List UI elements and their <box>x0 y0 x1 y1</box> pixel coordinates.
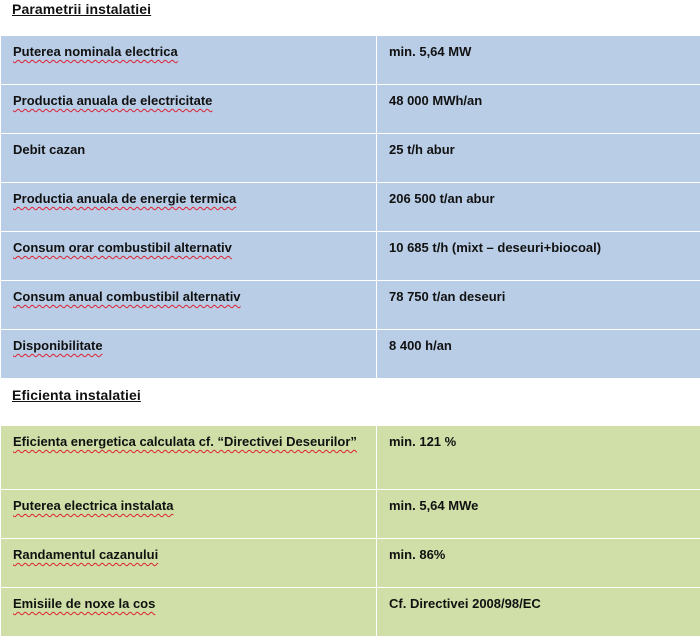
row-label-text: Puterea electrica instalata <box>13 496 173 516</box>
row-label-text: Emisiile de noxe la cos <box>13 594 155 614</box>
row-value <box>377 330 700 379</box>
row-value-text: min. 86% <box>389 547 445 562</box>
row-label <box>1 134 377 183</box>
table-row <box>1 539 700 588</box>
table-row <box>1 232 700 281</box>
row-label <box>1 539 377 588</box>
row-value <box>377 426 700 490</box>
section-title-parametrii: Parametrii instalatiei <box>12 1 151 17</box>
row-value-text: 78 750 t/an deseuri <box>389 289 505 304</box>
section-title-eficienta: Eficienta instalatiei <box>12 387 141 403</box>
row-value <box>377 539 700 588</box>
row-label <box>1 183 377 232</box>
row-value <box>377 490 700 539</box>
table-row <box>1 85 700 134</box>
parameters-table <box>0 35 700 379</box>
row-value <box>377 232 700 281</box>
row-label-text: Consum anual combustibil alternativ <box>13 287 241 307</box>
row-label-text: Productia anuala de electricitate <box>13 91 212 111</box>
row-value-text: min. 121 % <box>389 434 456 449</box>
row-label-text: Eficienta energetica calculata cf. “Directivei Deseurilor” <box>13 434 357 449</box>
row-label <box>1 85 377 134</box>
row-label <box>1 490 377 539</box>
row-label <box>1 232 377 281</box>
row-label <box>1 36 377 85</box>
row-value-text: Cf. Directivei 2008/98/EC <box>389 596 541 611</box>
row-label <box>1 281 377 330</box>
table-row <box>1 281 700 330</box>
row-value <box>377 588 700 637</box>
row-value-text: 8 400 h/an <box>389 338 452 353</box>
row-label-text: Randamentul cazanului <box>13 545 158 565</box>
table-row <box>1 426 700 490</box>
efficiency-table <box>0 425 700 637</box>
row-label <box>1 588 377 637</box>
row-label-text: Debit cazan <box>13 140 85 160</box>
row-value-text: min. 5,64 MW <box>389 44 471 59</box>
table-row <box>1 490 700 539</box>
row-value-text: 206 500 t/an abur <box>389 191 495 206</box>
table-row <box>1 588 700 637</box>
row-label-text: Disponibilitate <box>13 336 103 356</box>
row-value-text: min. 5,64 MWe <box>389 498 478 513</box>
table-row <box>1 134 700 183</box>
table-row <box>1 330 700 379</box>
row-label <box>1 330 377 379</box>
row-value <box>377 85 700 134</box>
row-value <box>377 281 700 330</box>
table-row <box>1 183 700 232</box>
row-label-text: Puterea nominala electrica <box>13 42 178 62</box>
row-label-text: Productia anuala de energie termica <box>13 189 236 209</box>
table-row <box>1 36 700 85</box>
row-label-text: Consum orar combustibil alternativ <box>13 238 232 258</box>
row-value <box>377 134 700 183</box>
row-label <box>1 426 377 490</box>
row-value-text: 25 t/h abur <box>389 142 455 157</box>
row-value-text: 48 000 MWh/an <box>389 93 482 108</box>
row-value <box>377 36 700 85</box>
row-value <box>377 183 700 232</box>
row-value-text: 10 685 t/h (mixt – deseuri+biocoal) <box>389 240 601 255</box>
